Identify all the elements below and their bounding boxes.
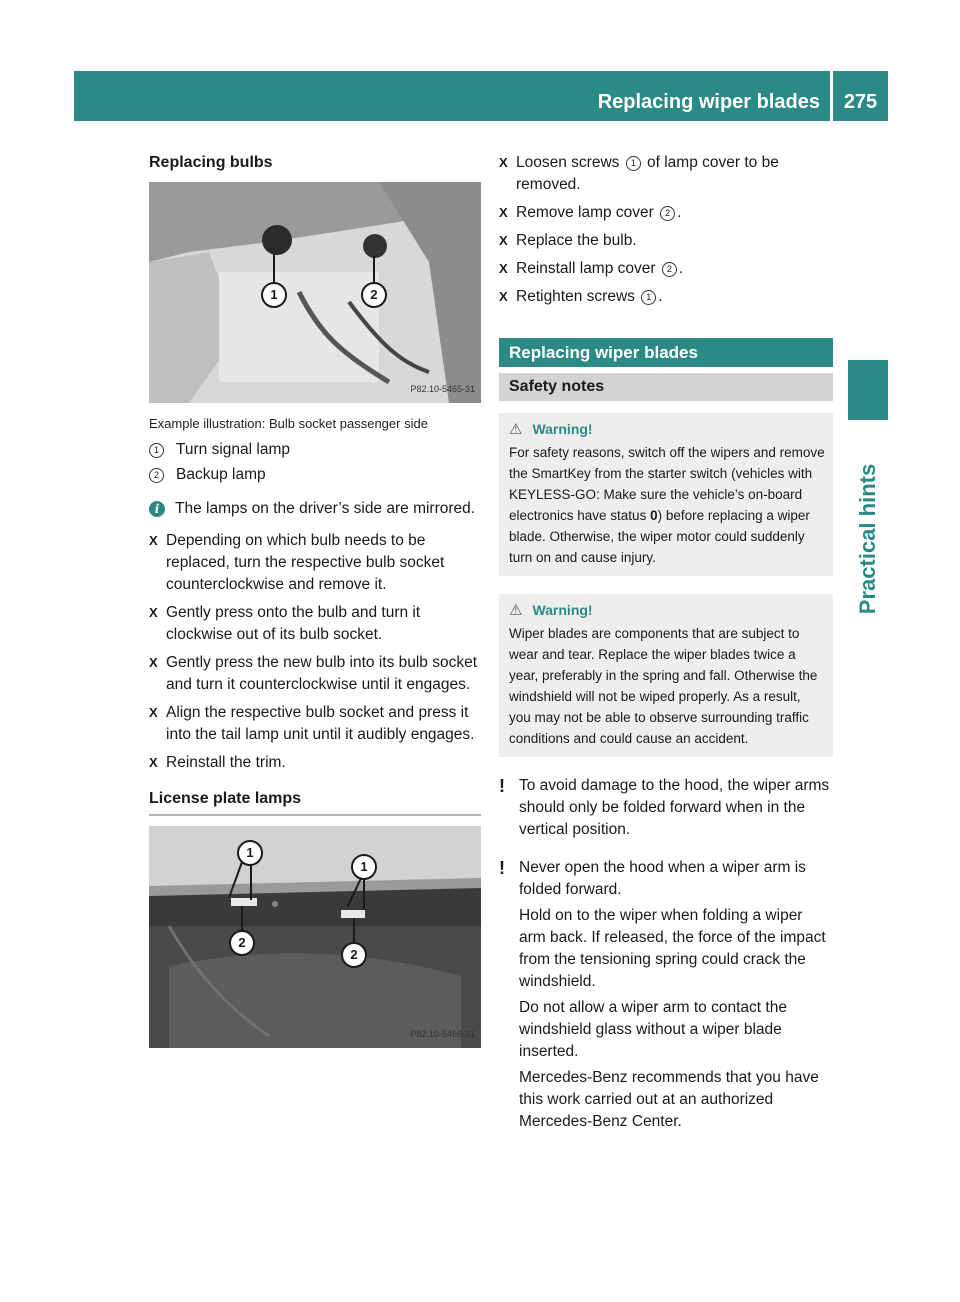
caution-paragraph: Hold on to the wiper when folding a wiper arm back. If released, the force of the impact from the tensioning spring could crack the windshield. — [519, 907, 826, 990]
callout-1: 1 — [237, 840, 263, 866]
warning-header — [509, 600, 825, 621]
step-marker: X — [149, 533, 158, 548]
caution-paragraph: Do not allow a wiper arm to contact the windshield glass without a wiper blade inserted. — [519, 999, 787, 1060]
callout-1: 1 — [351, 854, 377, 880]
instruction-step — [149, 652, 481, 696]
instruction-step — [149, 602, 481, 646]
warning-triangle-icon: ⚠ — [509, 421, 523, 438]
step-marker: X — [149, 605, 158, 620]
instruction-step — [149, 752, 481, 774]
legend-text: Backup lamp — [176, 466, 266, 483]
leader-line-2b — [353, 918, 355, 944]
license-plate-photo — [149, 826, 481, 1048]
step-text: Loosen screws 1 of lamp cover to be removed. — [516, 154, 779, 193]
step-marker: X — [499, 289, 508, 304]
caution-mark-icon: ! — [499, 776, 505, 796]
inline-number: 1 — [641, 290, 656, 305]
bulb-socket-illustration — [149, 182, 481, 403]
callout-1: 1 — [261, 282, 287, 308]
info-text: The lamps on the driver’s side are mirrored. — [175, 500, 476, 517]
side-tab-label: Practical hints — [855, 463, 881, 615]
instruction-step — [499, 258, 833, 280]
inline-number: 2 — [662, 262, 677, 277]
bulb-socket-photo — [149, 182, 481, 403]
instruction-step — [499, 152, 833, 196]
legend-item — [149, 439, 481, 461]
step-text: Depending on which bulb needs to be replaced, turn the respective bulb socket counterclockwise and remove it. — [166, 532, 445, 593]
instruction-step — [149, 530, 481, 596]
instruction-step — [499, 286, 833, 308]
section-title-bar: Replacing wiper blades — [499, 338, 833, 367]
heading-replacing-bulbs: Replacing bulbs — [149, 154, 273, 171]
side-tab-marker — [848, 360, 888, 420]
step-text: Align the respective bulb socket and press it into the tail lamp unit until it audibly engages. — [166, 704, 475, 743]
step-text: Retighten screws 1 . — [516, 288, 663, 305]
step-marker: X — [499, 261, 508, 276]
subsection-title-bar: Safety notes — [499, 373, 833, 401]
instruction-step — [499, 230, 833, 252]
leader-line-1d — [363, 876, 365, 910]
step-marker: X — [149, 755, 158, 770]
leader-line-2a — [241, 906, 243, 932]
callout-2: 2 — [361, 282, 387, 308]
info-note — [149, 498, 481, 520]
step-text: Replace the bulb. — [516, 232, 637, 249]
figure-code: P82.10-5465-31 — [410, 384, 475, 394]
warning-text: For safety reasons, switch off the wipers and remove the SmartKey from the starter switch (vehicles with KEYLESS-GO: Make sure the vehicle’s on-board electronics have status 0) before replacing a wiper blade. Otherwise, the wiper motor could suddenly turn on and cause injury. — [509, 445, 825, 565]
side-tab — [848, 424, 888, 654]
caution-paragraph: Mercedes-Benz recommends that you have this work carried out at an authorized Mercedes-Benz Center. — [519, 1069, 819, 1130]
leader-line-1b — [250, 862, 252, 900]
caution-note — [499, 775, 833, 841]
step-marker: X — [149, 655, 158, 670]
caution-note — [499, 857, 833, 1137]
leader-line-2 — [373, 256, 375, 284]
step-marker: X — [499, 155, 508, 170]
instruction-step — [499, 202, 833, 224]
callout-2: 2 — [341, 942, 367, 968]
caution-text: To avoid damage to the hood, the wiper arms should only be folded forward when in the vertical position. — [519, 777, 830, 838]
step-text: Gently press onto the bulb and turn it clockwise out of its bulb socket. — [166, 604, 421, 643]
caution-text — [519, 857, 833, 1137]
step-text: Reinstall lamp cover 2 . — [516, 260, 684, 277]
caution-paragraph: Never open the hood when a wiper arm is folded forward. — [519, 859, 806, 898]
inline-number: 2 — [660, 206, 675, 221]
legend-number: 2 — [149, 468, 164, 483]
figure-code: P82.10-5466-31 — [410, 1029, 475, 1039]
left-column — [149, 152, 481, 1048]
heading-license-plate-lamps: License plate lamps — [149, 788, 481, 816]
step-text: Gently press the new bulb into its bulb socket and turn it counterclockwise until it engages. — [166, 654, 478, 693]
warning-header — [509, 419, 825, 440]
legend-text: Turn signal lamp — [176, 441, 291, 458]
warning-label: Warning! — [532, 602, 593, 618]
warning-label: Warning! — [532, 421, 593, 437]
warning-box — [499, 413, 833, 576]
step-marker: X — [149, 705, 158, 720]
step-text: Remove lamp cover 2 . — [516, 204, 682, 221]
page-number: 275 — [843, 91, 878, 113]
info-icon: i — [149, 501, 165, 517]
callout-2: 2 — [229, 930, 255, 956]
instruction-step — [149, 702, 481, 746]
inline-number: 1 — [626, 156, 641, 171]
caution-mark-icon: ! — [499, 858, 505, 878]
warning-box — [499, 594, 833, 757]
legend-number: 1 — [149, 443, 164, 458]
step-marker: X — [499, 205, 508, 220]
step-text: Reinstall the trim. — [166, 754, 286, 771]
license-plate-illustration — [149, 826, 481, 1048]
legend-item — [149, 464, 481, 486]
figure-caption: Example illustration: Bulb socket passenger side — [149, 416, 428, 431]
warning-triangle-icon: ⚠ — [509, 602, 523, 619]
leader-line-1 — [273, 254, 275, 284]
step-marker: X — [499, 233, 508, 248]
header-title: Replacing wiper blades — [597, 91, 820, 113]
right-column — [499, 152, 833, 1137]
warning-text: Wiper blades are components that are subject to wear and tear. Replace the wiper blades twice a year, preferably in the spring and fall. Otherwise the windshield will not be wiped properly. As a result, you may not be able to observe surrounding traffic conditions and could cause an accident. — [509, 626, 818, 746]
